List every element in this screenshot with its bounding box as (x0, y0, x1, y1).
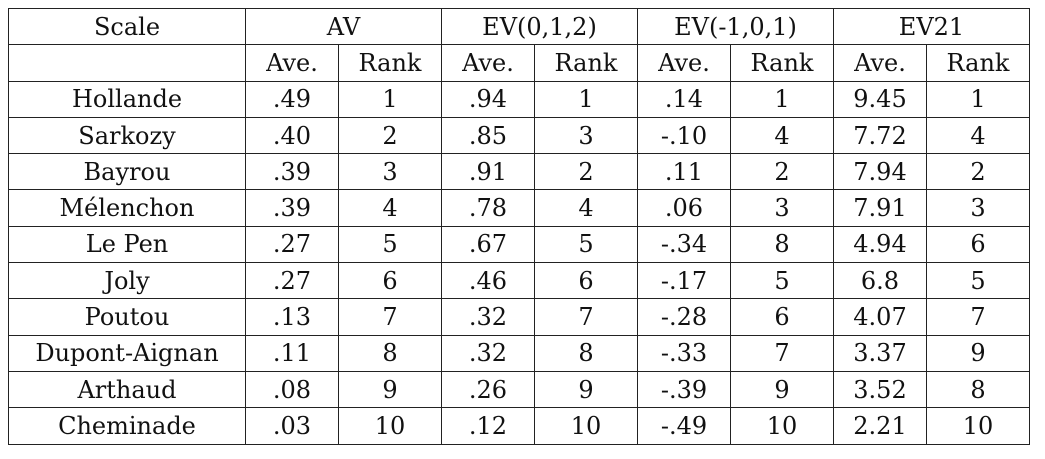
ev012-rank-cell: 9 (535, 371, 638, 407)
candidate-name-cell: Poutou (9, 299, 246, 335)
table-body (9, 9, 1030, 445)
table-row (9, 154, 1030, 190)
ev21-rank-cell: 6 (927, 226, 1030, 262)
ev012-ave-cell: .26 (442, 371, 535, 407)
header-ev21-ave: Ave. (834, 45, 927, 81)
ev21-ave-cell: 7.94 (834, 154, 927, 190)
header-ev21: EV21 (834, 9, 1030, 45)
av-ave-cell: .39 (246, 190, 339, 226)
ev21-rank-cell: 5 (927, 263, 1030, 299)
ev012-rank-cell: 5 (535, 226, 638, 262)
ev101-rank-cell: 10 (731, 408, 834, 444)
header-ev-0-1-2: EV(0,1,2) (442, 9, 638, 45)
ev21-rank-cell: 4 (927, 117, 1030, 153)
header-ev012-ave: Ave. (442, 45, 535, 81)
header-ev21-rank: Rank (927, 45, 1030, 81)
table-row (9, 81, 1030, 117)
ev101-rank-cell: 4 (731, 117, 834, 153)
ev012-ave-cell: .91 (442, 154, 535, 190)
ev21-rank-cell: 1 (927, 81, 1030, 117)
av-rank-cell: 2 (339, 117, 442, 153)
candidate-name-cell: Mélenchon (9, 190, 246, 226)
ev101-ave-cell: -.33 (638, 335, 731, 371)
ev21-rank-cell: 3 (927, 190, 1030, 226)
ev012-ave-cell: .32 (442, 335, 535, 371)
results-table (8, 8, 1030, 445)
ev21-rank-cell: 9 (927, 335, 1030, 371)
header-scale: Scale (9, 9, 246, 45)
ev012-ave-cell: .94 (442, 81, 535, 117)
ev21-ave-cell: 2.21 (834, 408, 927, 444)
ev101-ave-cell: -.17 (638, 263, 731, 299)
header-row-scales (9, 9, 1030, 45)
av-rank-cell: 9 (339, 371, 442, 407)
ev012-rank-cell: 7 (535, 299, 638, 335)
av-ave-cell: .08 (246, 371, 339, 407)
ev101-ave-cell: .14 (638, 81, 731, 117)
table-row (9, 408, 1030, 444)
av-ave-cell: .40 (246, 117, 339, 153)
ev21-ave-cell: 7.91 (834, 190, 927, 226)
table-row (9, 190, 1030, 226)
ev21-ave-cell: 3.37 (834, 335, 927, 371)
ev012-ave-cell: .67 (442, 226, 535, 262)
ev101-rank-cell: 5 (731, 263, 834, 299)
ev101-ave-cell: .06 (638, 190, 731, 226)
candidate-name-cell: Hollande (9, 81, 246, 117)
ev012-rank-cell: 2 (535, 154, 638, 190)
ev101-ave-cell: .11 (638, 154, 731, 190)
table-row (9, 335, 1030, 371)
av-ave-cell: .03 (246, 408, 339, 444)
table-row (9, 299, 1030, 335)
av-ave-cell: .27 (246, 263, 339, 299)
header-ev012-rank: Rank (535, 45, 638, 81)
candidate-name-cell: Le Pen (9, 226, 246, 262)
ev101-ave-cell: -.28 (638, 299, 731, 335)
ev21-ave-cell: 3.52 (834, 371, 927, 407)
ev21-rank-cell: 2 (927, 154, 1030, 190)
ev012-rank-cell: 10 (535, 408, 638, 444)
ev101-ave-cell: -.10 (638, 117, 731, 153)
ev101-ave-cell: -.49 (638, 408, 731, 444)
ev101-rank-cell: 6 (731, 299, 834, 335)
header-av: AV (246, 9, 442, 45)
ev012-rank-cell: 6 (535, 263, 638, 299)
ev012-ave-cell: .78 (442, 190, 535, 226)
ev012-rank-cell: 4 (535, 190, 638, 226)
candidate-name-cell: Bayrou (9, 154, 246, 190)
header-av-ave: Ave. (246, 45, 339, 81)
av-ave-cell: .49 (246, 81, 339, 117)
header-ev101-ave: Ave. (638, 45, 731, 81)
table-row (9, 371, 1030, 407)
candidate-name-cell: Joly (9, 263, 246, 299)
ev21-ave-cell: 4.94 (834, 226, 927, 262)
av-rank-cell: 4 (339, 190, 442, 226)
av-ave-cell: .27 (246, 226, 339, 262)
header-ev-minus1-0-1: EV(-1,0,1) (638, 9, 834, 45)
av-ave-cell: .39 (246, 154, 339, 190)
ev012-rank-cell: 1 (535, 81, 638, 117)
header-ev101-rank: Rank (731, 45, 834, 81)
av-ave-cell: .13 (246, 299, 339, 335)
table-row (9, 226, 1030, 262)
candidate-name-cell: Arthaud (9, 371, 246, 407)
ev101-rank-cell: 9 (731, 371, 834, 407)
ev21-ave-cell: 9.45 (834, 81, 927, 117)
table-row (9, 117, 1030, 153)
ev101-rank-cell: 8 (731, 226, 834, 262)
header-av-rank: Rank (339, 45, 442, 81)
ev21-rank-cell: 7 (927, 299, 1030, 335)
av-ave-cell: .11 (246, 335, 339, 371)
header-row-subcolumns (9, 45, 1030, 81)
ev21-ave-cell: 6.8 (834, 263, 927, 299)
av-rank-cell: 3 (339, 154, 442, 190)
ev21-rank-cell: 8 (927, 371, 1030, 407)
ev101-rank-cell: 1 (731, 81, 834, 117)
ev101-rank-cell: 3 (731, 190, 834, 226)
ev012-ave-cell: .85 (442, 117, 535, 153)
av-rank-cell: 8 (339, 335, 442, 371)
ev101-rank-cell: 7 (731, 335, 834, 371)
ev21-rank-cell: 10 (927, 408, 1030, 444)
ev21-ave-cell: 4.07 (834, 299, 927, 335)
candidate-name-cell: Cheminade (9, 408, 246, 444)
header-sub-blank (9, 45, 246, 81)
ev012-ave-cell: .32 (442, 299, 535, 335)
ev012-ave-cell: .46 (442, 263, 535, 299)
av-rank-cell: 1 (339, 81, 442, 117)
av-rank-cell: 10 (339, 408, 442, 444)
av-rank-cell: 6 (339, 263, 442, 299)
candidate-name-cell: Dupont-Aignan (9, 335, 246, 371)
table-row (9, 263, 1030, 299)
ev101-rank-cell: 2 (731, 154, 834, 190)
candidate-name-cell: Sarkozy (9, 117, 246, 153)
ev012-ave-cell: .12 (442, 408, 535, 444)
av-rank-cell: 7 (339, 299, 442, 335)
av-rank-cell: 5 (339, 226, 442, 262)
ev012-rank-cell: 8 (535, 335, 638, 371)
ev101-ave-cell: -.39 (638, 371, 731, 407)
ev012-rank-cell: 3 (535, 117, 638, 153)
ev101-ave-cell: -.34 (638, 226, 731, 262)
ev21-ave-cell: 7.72 (834, 117, 927, 153)
